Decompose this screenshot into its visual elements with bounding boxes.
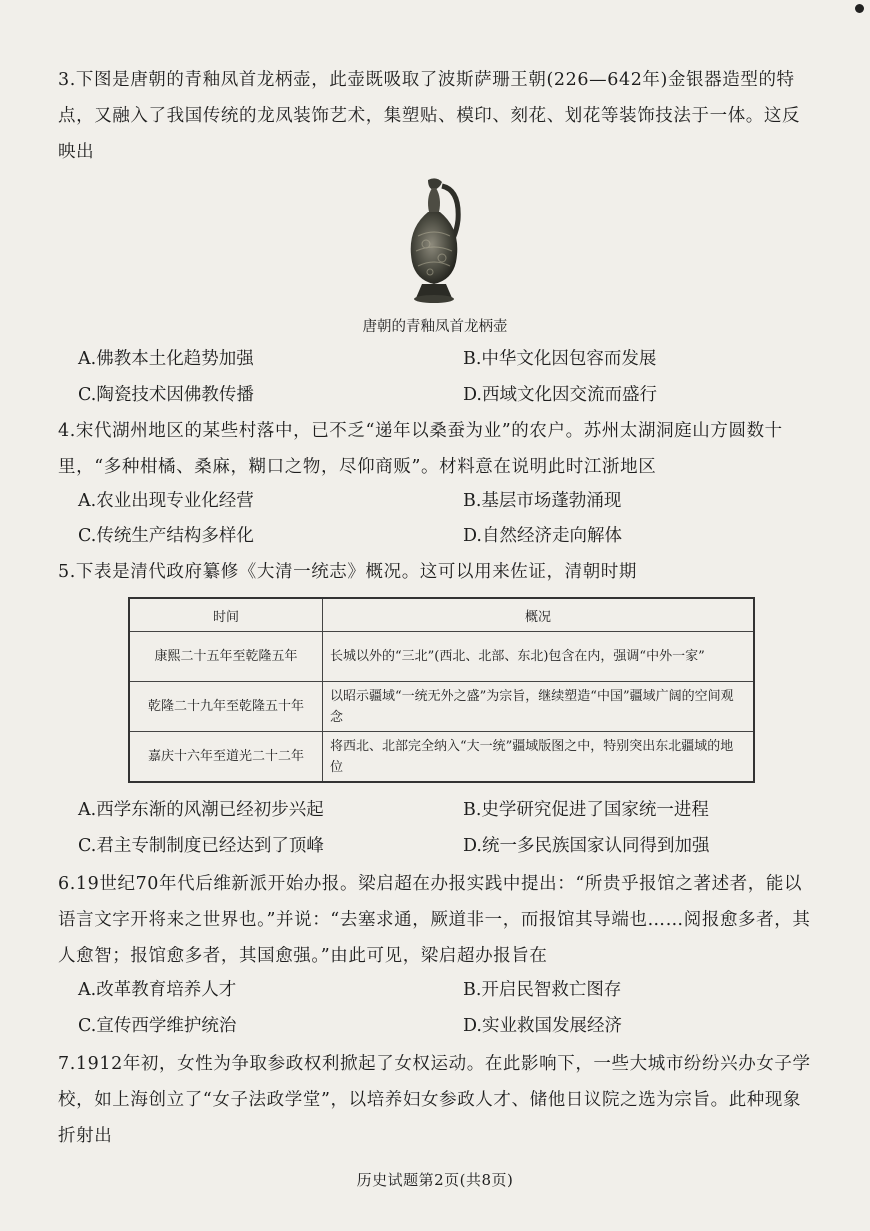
table-row [129, 682, 754, 732]
q6-option-d: D.实业救国发展经济 [463, 1016, 622, 1036]
question-5-stem: 5.下表是清代政府纂修《大清一统志》概况。这可以用来佐证，清朝时期 [58, 562, 637, 582]
q3-option-d: D.西域文化因交流而盛行 [463, 385, 657, 405]
q6-option-a: A.改革教育培养人才 [78, 980, 237, 1000]
table-header-time: 时间 [129, 598, 323, 632]
table-cell-time: 康熙二十五年至乾隆五年 [129, 632, 323, 682]
q5-option-a: A.西学东渐的风潮已经初步兴起 [78, 800, 324, 820]
q3-options-row-2 [78, 381, 818, 413]
q4-option-c: C.传统生产结构多样化 [78, 526, 254, 546]
q6-option-c: C.宣传西学维护统治 [78, 1016, 237, 1036]
q4-option-b: B.基层市场蓬勃涌现 [463, 491, 622, 511]
table-cell-time: 嘉庆十六年至道光二十二年 [129, 732, 323, 783]
q3-option-b: B.中华文化因包容而发展 [463, 349, 657, 369]
q4-options-row-2 [78, 522, 818, 554]
q4-option-d: D.自然经济走向解体 [463, 526, 622, 546]
q6-options-row-2 [78, 1012, 818, 1044]
table-cell-overview: 长城以外的“三北”(西北、北部、东北)包含在内，强调“中外一家” [323, 632, 755, 682]
ewer-image [388, 176, 480, 306]
q3-option-a: A.佛教本土化趋势加强 [78, 349, 254, 369]
q5-options-row-1 [78, 796, 818, 828]
table-row [129, 632, 754, 682]
table-cell-overview: 将西北、北部完全纳入“大一统”疆域版图之中，特别突出东北疆域的地位 [323, 732, 755, 783]
q5-option-d: D.统一多民族国家认同得到加强 [463, 836, 710, 856]
table-header-overview: 概况 [323, 598, 755, 632]
q6-options-row-1 [78, 976, 818, 1008]
q3-option-c: C.陶瓷技术因佛教传播 [78, 385, 254, 405]
table-row [129, 732, 754, 783]
q5-options-row-2 [78, 832, 818, 864]
question-4-stem: 4.宋代湖州地区的某些村落中，已不乏“递年以桑蚕为业”的农户。苏州太湖洞庭山方圆数十里，“多种柑橘、桑麻，糊口之物，尽仰商贩”。材料意在说明此时江浙地区 [58, 421, 783, 477]
q5-option-b: B.史学研究促进了国家统一进程 [463, 800, 709, 820]
table-header-row [129, 598, 754, 632]
page-footer: 历史试题第2页(共8页) [356, 1171, 514, 1189]
q3-options-row-1 [78, 345, 818, 377]
table-cell-overview: 以昭示疆域“一统无外之盛”为宗旨，继续塑造“中国”疆域广阔的空间观念 [323, 682, 755, 732]
question-6-stem: 6.19世纪70年代后维新派开始办报。梁启超在办报实践中提出：“所贵乎报馆之著述者，能以语言文字开将来之世界也。”并说：“去塞求通，厥道非一，而报馆其导端也……阅报愈多者，其人愈智；报馆愈多者，其国愈强。”由此可见，梁启超办报旨在 [58, 874, 811, 966]
question-7-stem: 7.1912年初，女性为争取参政权利掀起了女权运动。在此影响下，一些大城市纷纷兴办女子学校，如上海创立了“女子法政学堂”，以培养妇女参政人才、储他日议院之选为宗旨。此种现象折射出 [58, 1054, 811, 1146]
table-cell-time: 乾隆二十九年至乾隆五十年 [129, 682, 323, 732]
figure-caption: 唐朝的青釉凤首龙柄壶 [362, 319, 508, 335]
q5-option-c: C.君主专制制度已经达到了顶峰 [78, 836, 324, 856]
corner-dot [855, 4, 864, 13]
q6-option-b: B.开启民智救亡图存 [463, 980, 622, 1000]
q4-option-a: A.农业出现专业化经营 [78, 491, 254, 511]
data-table [128, 597, 755, 783]
q4-options-row-1 [78, 487, 818, 519]
question-3-stem: 3.下图是唐朝的青釉凤首龙柄壶，此壶既吸取了波斯萨珊王朝(226—642年)金银器造型的特点，又融入了我国传统的龙凤装饰艺术，集塑贴、模印、刻花、划花等装饰技法于一体。这反映出 [58, 70, 801, 162]
